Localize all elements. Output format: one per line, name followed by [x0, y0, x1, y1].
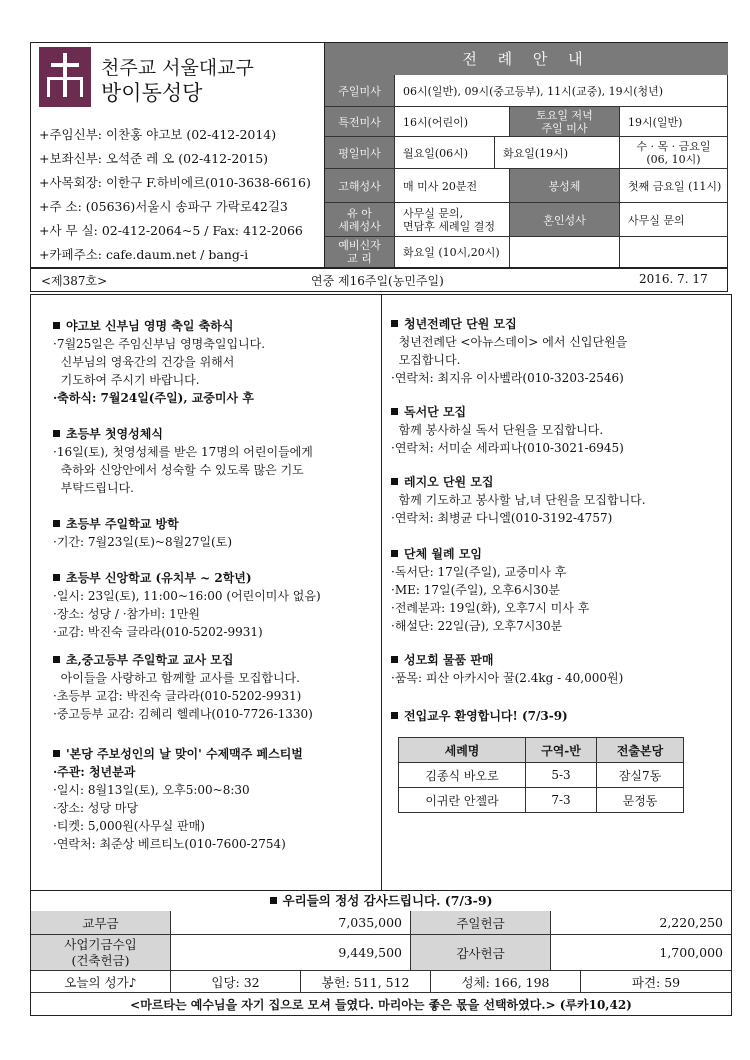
- adoration-label: 봉성체: [510, 169, 620, 203]
- liturgy-schedule: [324, 43, 728, 267]
- notice-first-communion: 초등부 첫영성체식 ·16일(토), 첫영성체를 받은 17명의 어린이들에게 축하와 신앙안에서 성숙할 수 있도록 많은 기도 부탁드립니다.: [53, 427, 313, 495]
- empty-cell: [510, 237, 620, 267]
- notice-welcome-newcomers: 전입교우 환영합니다! (7/3-9): [391, 707, 568, 725]
- newcomer-table: [398, 737, 684, 813]
- contact-office: +사 무 실: 02-412-2064~5 / Fax: 412-2066: [39, 223, 303, 238]
- church-name: 방이동성당: [101, 81, 203, 105]
- liturgical-week: 연중 제16주일(농민주일): [311, 274, 444, 288]
- notice-legio-recruit: 레지오 단원 모집 함께 기도하고 봉사할 남,녀 단원을 모집합니다. ·연락처: 최병균 다니엘(010-3192-4757): [391, 475, 646, 525]
- kyomugeum-value: 7,035,000: [171, 911, 411, 935]
- marriage-value: 사무실 문의: [620, 203, 728, 237]
- issue-line: [30, 268, 728, 292]
- bulletin-header: [30, 42, 728, 268]
- contact-assistant: +보좌신부: 오석준 레 오 (02-412-2015): [39, 151, 269, 166]
- contact-address: +주 소: (05636)서울시 송파구 가락로42길3: [39, 199, 288, 214]
- offering-title: 우리들의 정성 감사드립니다. (7/3-9): [31, 891, 731, 912]
- gospel-verse: <마르타는 예수님을 자기 집으로 모셔 들였다. 마리아는 좋은 몫을 선택하였다.> (루카10,42): [130, 997, 632, 1012]
- table-cell: 잠실7동: [597, 763, 684, 788]
- hymns-label: 오늘의 성가♪: [31, 971, 171, 993]
- weekday-mass-tuesday: 화요일(19시): [495, 137, 620, 169]
- notice-youth-liturgy: 청년전례단 단원 모집 청년전례단 <아뉴스데이> 에서 신입단원을 모집합니다. ·연락처: 최지유 이사벨라(010-3203-2546): [391, 317, 628, 385]
- kyomugeum-label: 교무금: [31, 911, 171, 935]
- notice-vacation: 초등부 주일학교 방학 ·기간: 7월23일(토)~8월27일(토): [53, 517, 232, 549]
- contact-pastor: +주임신부: 이찬홍 야고보 (02-412-2014): [39, 127, 277, 142]
- project-fund-label: 사업기금수입 (건축헌금): [31, 935, 171, 971]
- confession-label: 고해성사: [325, 169, 395, 203]
- thanks-offering-value: 1,700,000: [551, 935, 731, 971]
- table-row: [399, 763, 684, 788]
- table-cell: 김종식 바오로: [399, 763, 526, 788]
- catechumen-label: 예비신자 교 리: [325, 237, 395, 267]
- infant-baptism-value: 사무실 문의, 면담후 세례일 결정: [395, 203, 510, 237]
- liturgy-title: 전 례 안 내: [325, 43, 728, 75]
- church-subtitle: 천주교 서울대교구: [101, 57, 254, 79]
- marriage-label: 혼인성사: [510, 203, 620, 237]
- table-header: 세례명: [399, 738, 526, 763]
- catechumen-value: 화요일 (10시,20시): [395, 237, 510, 267]
- hymn-communion: 성체: 166, 198: [431, 971, 581, 993]
- table-cell: 문정동: [597, 788, 684, 813]
- weekday-mass-label: 평일미사: [325, 137, 395, 169]
- issue-date: 2016. 7. 17: [639, 272, 708, 286]
- thanks-offering-label: 감사헌금: [411, 935, 551, 971]
- contact-cafe: +카페주소: cafe.daum.net / bang-i: [39, 247, 249, 262]
- confession-value: 매 미사 20분전: [395, 169, 510, 203]
- saturday-mass-value: 19시(일반): [620, 107, 728, 137]
- table-cell: 7-3: [526, 788, 597, 813]
- table-header: 구역-반: [526, 738, 597, 763]
- notice-lector-recruit: 독서단 모집 함께 봉사하실 독서 단원을 모집합니다. ·연락처: 서미순 세라피나(010-3021-6945): [391, 405, 624, 455]
- notice-feast: 야고보 신부님 영명 축일 축하식 ·7월25일은 주임신부님 영명축일입니다. 신부님의 영육간의 건강을 위해서 기도하여 주시기 바랍니다. ·축하식: 7월24일(주일), 교중미사 후: [53, 319, 266, 405]
- notice-teacher-recruit: 초,중고등부 주일학교 교사 모집 아이들을 사랑하고 함께할 교사를 모집합니다. ·초등부 교감: 박진숙 글라라(010-5202-9931) ·중고등부 교감: 김혜리 헬레나(010-7726-1330): [53, 653, 313, 721]
- contact-council: +사목회장: 이한구 F.하비에르(010-3638-6616): [39, 175, 311, 190]
- notice-monthly-meetings: 단체 월례 모임 ·독서단: 17일(주일), 교중미사 후 ·ME: 17일(주일), 오후6시30분 ·전례분과: 19일(화), 오후7시 미사 후 ·해설단: 22일(금), 오후7시30분: [391, 547, 590, 633]
- sunday-offering-label: 주일헌금: [411, 911, 551, 935]
- special-mass-label: 특전미사: [325, 107, 395, 137]
- project-fund-value: 9,449,500: [171, 935, 411, 971]
- notice-faith-school: 초등부 신앙학교 (유치부 ~ 2학년) ·일시: 23일(토), 11:00~16:00 (어린이미사 없음) ·장소: 성당 / ·참가비: 1만원 ·교감: 박진숙 글라라(010-5202-9931): [53, 571, 321, 639]
- infant-baptism-label: 유 아 세례성사: [325, 203, 395, 237]
- hymn-entrance: 입당: 32: [171, 971, 301, 993]
- table-cell: 5-3: [526, 763, 597, 788]
- notice-beer-festival: '본당 주보성인의 날 맞이' 수제맥주 페스티벌 ·주관: 청년분과 ·일시: 8월13일(토), 오후5:00~8:30 ·장소: 성당 마당 ·티켓: 5,000원(사무실 판매) ·연락처: 최준상 베르티노(010-7600-2754): [53, 747, 303, 851]
- hymn-offertory: 봉헌: 511, 512: [301, 971, 431, 993]
- weekday-mass-monday: 월요일(06시): [395, 137, 495, 169]
- empty-cell: [620, 237, 728, 267]
- table-cell: 이귀란 안젤라: [399, 788, 526, 813]
- sunday-mass-value: 06시(일반), 09시(중고등부), 11시(교중), 19시(청년): [395, 75, 728, 107]
- sunday-mass-label: 주일미사: [325, 75, 395, 107]
- special-mass-value: 16시(어린이): [395, 107, 510, 137]
- weekday-mass-wed-fri: 수 · 목 · 금요일 (06, 10시): [620, 137, 728, 169]
- table-row: [399, 788, 684, 813]
- column-divider: [381, 295, 382, 891]
- sunday-offering-value: 2,220,250: [551, 911, 731, 935]
- notice-honey-sale: 성모회 물품 판매 ·품목: 피산 아카시아 꿀(2.4kg - 40,000원): [391, 653, 624, 685]
- announcements-body: [30, 294, 732, 891]
- issue-number: <제387호>: [41, 274, 108, 288]
- church-logo-icon: [39, 47, 91, 107]
- saturday-mass-label: 토요일 저녁 주일 미사: [510, 107, 620, 137]
- church-info: [31, 43, 321, 267]
- table-header: 전출본당: [597, 738, 684, 763]
- adoration-value: 첫째 금요일 (11시): [620, 169, 728, 203]
- hymn-recessional: 파견: 59: [581, 971, 731, 993]
- offering-report: [30, 890, 732, 1016]
